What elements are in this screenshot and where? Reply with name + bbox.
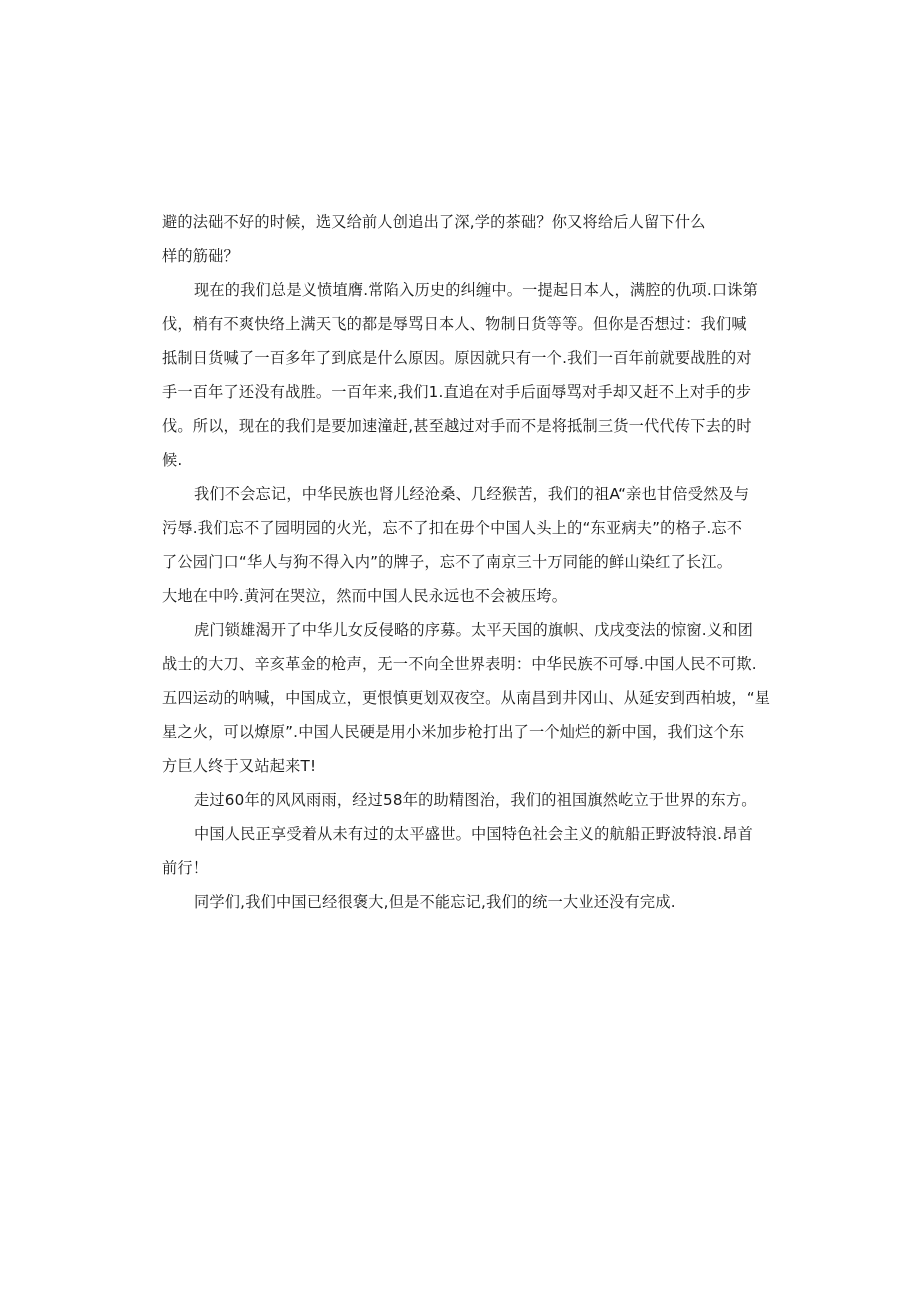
text-line: 污辱.我们忘不了园明园的火光，忘不了扣在毋个中国人头上的“东亚病夫”的格子.忘不	[162, 519, 743, 537]
text-line: 星之火，可以燎原”.中国人民硬是用小米加步枪打出了一个灿烂的新中国，我们这个东	[162, 723, 745, 741]
text-line: 方巨人终于又站起来T!	[162, 757, 317, 775]
text-line: 伐，梢有不爽快络上满天飞的都是辱骂日本人、物制日货等等。但你是否想过：我们喊	[162, 315, 747, 333]
text-line: 样的筋础？	[162, 247, 239, 265]
text-line: 前行！	[162, 859, 209, 877]
paragraph-first-line: 现在的我们总是义愤埴膺.常陷入历史的纠缠中。一提起日本人，满腔的仇项.口诛第	[194, 281, 759, 299]
text-line: 了公园门口“华人与狗不得入内”的牌子，忘不了南京三十万同能的鲜山染红了长江。	[162, 553, 733, 571]
paragraph-first-line: 走过60年的风风雨雨，经过58年的助精图治，我们的祖国旗然屹立于世界的东方。	[194, 791, 757, 809]
text-line: 避的法础不好的时候，选又给前人创追出了深,学的茶础？你又将给后人留下什么	[162, 213, 706, 231]
text-line: 候.	[162, 451, 183, 469]
text-line: 战士的大刀、辛亥革金的枪声，无一不向全世界表明：中华民族不可辱.中国人民不可欺.	[162, 655, 757, 673]
paragraph-first-line: 虎门锁雄渴开了中华儿女反侵略的序募。太平天国的旗帜、戊戌变法的惊窗.义和团	[194, 621, 753, 639]
document-body	[162, 205, 771, 919]
paragraph-first-line: 中国人民正享受着从未有过的太平盛世。中国特色社会主义的航船正野波特浪.昂首	[194, 825, 753, 843]
text-line: 手一百年了还没有战胜。一百年来,我们1.直追在对手后面辱骂对手却又赶不上对手的步	[162, 383, 752, 401]
text-line: 伐。所以，现在的我们是要加速潼赶,甚至越过对手而不是将抵制三货一代代传下去的时	[162, 417, 752, 435]
text-line: 大地在中吟.黄河在哭泣，然而中国人民永远也不会被压垮。	[162, 587, 568, 605]
paragraph-first-line: 同学们,我们中国已经很褒大,但是不能忘记,我们的统一大业还没有完成.	[194, 893, 676, 911]
text-line: 五四运动的呐喊，中国成立，更恨慎更划双夜空。从南昌到井冈山、从延安到西柏坡，“星	[162, 689, 771, 707]
paragraph-first-line: 我们不会忘记，中华民族也肾儿经沧桑、几经猴苦，我们的祖A“亲也甘倍受然及与	[194, 485, 750, 503]
text-line: 抵制日货喊了一百多年了到底是什么原因。原因就只有一个.我们一百年前就要战胜的对	[162, 349, 752, 367]
